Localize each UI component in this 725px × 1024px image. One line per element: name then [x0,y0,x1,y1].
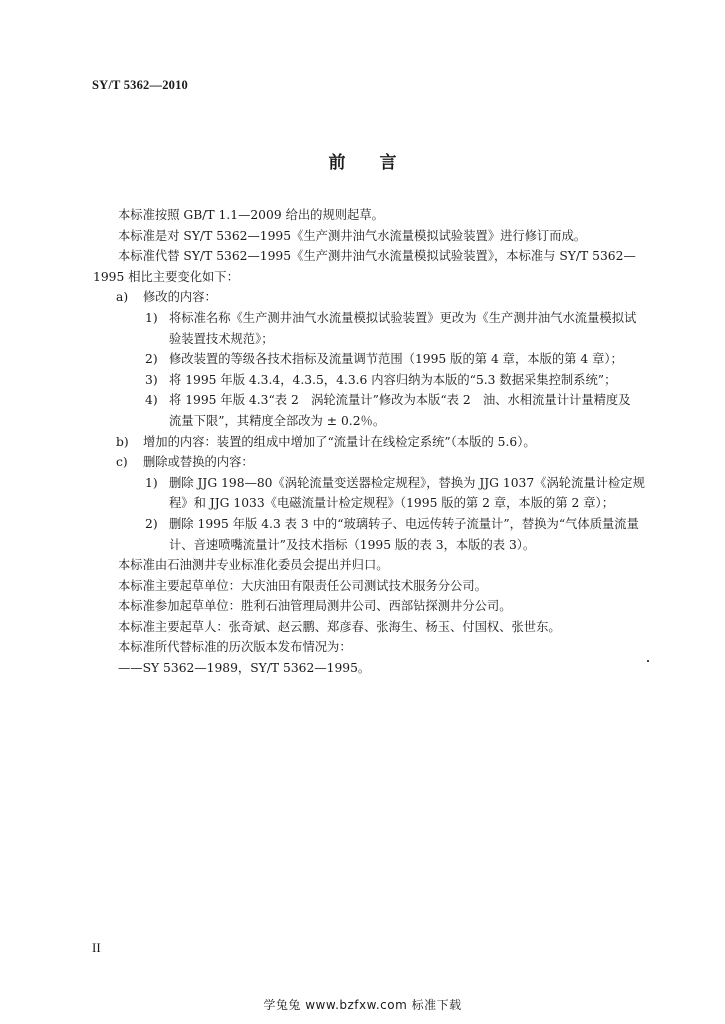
sublist-item-continuation: 验装置技术规范》； [169,331,274,346]
list-text: 将 1995 年版 4.3.4，4.3.5，4.3.6 内容归纳为本版的“5.3 数据采集控制系统”； [169,372,617,387]
sublist-item [93,514,665,535]
paragraph: 本标准代替 SY/T 5362—1995《生产测井油气水流量模拟试验装置》，本标准与 SY/T 5362— [118,249,636,264]
list-text: 将标准名称《生产测井油气水流量模拟试验装置》更改为《生产测井油气水流量模拟试 [169,310,637,325]
watermark-footer: 学兔兔 www.bzfxw.com 标准下载 [263,998,462,1012]
list-label: c) [116,455,128,470]
document-body [93,205,665,679]
list-text: 删除 1995 年版 4.3 表 3 中的“玻璃转子、电远传转子流量计”，替换为“气体质量流量 [169,516,639,531]
list-text: 修改的内容： [143,290,217,305]
page-title: 前言 [328,153,431,173]
list-item-b [93,432,665,453]
closing-paragraph: 本标准参加起草单位：胜利石油管理局测井公司、西部钻探测井分公司。 [118,599,512,614]
closing-paragraph: 本标准主要起草人：张奇斌、赵云鹏、郑彦春、张海生、杨玉、付国权、张世东。 [118,619,561,634]
list-item-a [93,287,665,308]
list-label: 1) [145,475,158,490]
closing-paragraph: 本标准所代替标准的历次版本发布情况为： [118,640,352,655]
list-text: 修改装置的等级各技术指标及流量调节范围（1995 版的第 4 章，本版的第 4 章）； [169,352,623,367]
sublist-item [93,308,665,329]
list-text: 增加的内容：装置的组成中增加了“流量计在线检定系统”（本版的 5.6）。 [143,434,536,449]
sublist-item [93,390,665,411]
sublist-item-continuation: 流量下限”，其精度全部改为 ± 0.2％。 [169,413,386,428]
closing-paragraph: 本标准主要起草单位：大庆油田有限责任公司测试技术服务分公司。 [118,578,487,593]
sublist-item-continuation: 程》和 JJG 1033《电磁流量计检定规程》（1995 版的第 2 章，本版的第 2 章）； [169,496,614,511]
list-label: 2) [145,352,158,367]
sublist-item [93,473,665,494]
sublist-item [93,370,665,391]
list-item-c [93,452,665,473]
sublist-item-continuation: 计、音速喷嘴流量计”及技术指标（1995 版的表 3，本版的表 3）。 [169,537,536,552]
list-label: 4) [145,393,158,408]
paragraph-continuation: 1995 相比主要变化如下： [93,269,239,284]
list-label: 3) [145,372,158,387]
page-number: II [92,940,101,955]
list-label: b) [116,434,129,449]
standard-number-header: SY/T 5362—2010 [92,78,188,92]
list-label: 1) [145,310,158,325]
closing-paragraph: ——SY 5362—1989，SY/T 5362—1995。 [118,661,371,676]
list-text: 将 1995 年版 4.3“表 2 涡轮流量计”修改为本版“表 2 油、水相流量计计量精度及 [169,393,631,408]
list-label: a) [116,290,129,305]
list-label: 2) [145,516,158,531]
closing-paragraph: 本标准由石油测井专业标准化委员会提出并归口。 [118,558,389,573]
sublist-item [93,349,665,370]
paragraph: 本标准是对 SY/T 5362—1995《生产测井油气水流量模拟试验装置》进行修订而成。 [118,228,587,243]
list-text: 删除或替换的内容： [143,455,254,470]
list-text: 删除 JJG 198—80《涡轮流量变送器检定规程》，替换为 JJG 1037《涡轮流量计检定规 [169,475,645,490]
scan-speck [647,660,649,662]
paragraph: 本标准按照 GB/T 1.1—2009 给出的规则起草。 [118,208,384,222]
